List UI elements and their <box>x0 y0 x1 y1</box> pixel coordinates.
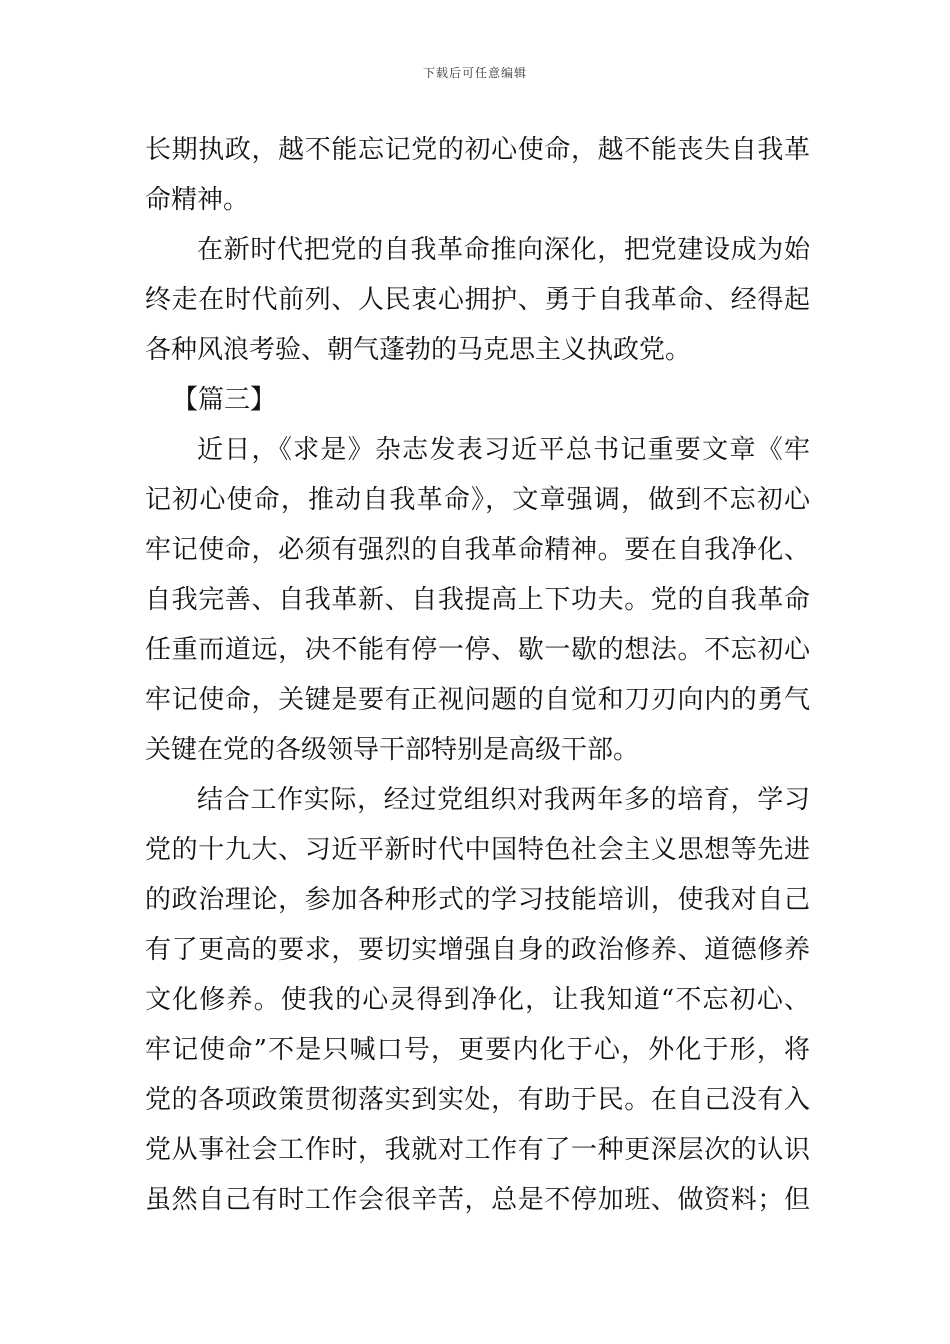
text-line: 有了更高的要求，要切实增强自身的政治修养、道德修养 <box>145 935 810 965</box>
text-line: 的政治理论，参加各种形式的学习技能培训，使我对自己 <box>145 885 810 915</box>
text-line: 命精神。 <box>145 185 250 215</box>
text-line: 牢记使命，关键是要有正视问题的自觉和刀刃向内的勇气 <box>145 685 810 715</box>
text-line: 长期执政，越不能忘记党的初心使命，越不能丧失自我革 <box>145 135 810 165</box>
section-heading: 【篇三】 <box>172 385 277 415</box>
text-line: 终走在时代前列、人民衷心拥护、勇于自我革命、经得起 <box>145 285 810 315</box>
text-line: 结合工作实际，经过党组织对我两年多的培育，学习 <box>197 785 810 815</box>
text-line: 近日，《求是》杂志发表习近平总书记重要文章《牢 <box>197 435 810 465</box>
text-line: 牢记使命”不是只喊口号，更要内化于心，外化于形，将 <box>145 1035 810 1065</box>
text-line: 各种风浪考验、朝气蓬勃的马克思主义执政党。 <box>145 335 692 365</box>
text-line: 任重而道远，决不能有停一停、歇一歇的想法。不忘初心 <box>145 635 810 665</box>
text-line: 党的各项政策贯彻落实到实处，有助于民。在自己没有入 <box>145 1085 810 1115</box>
text-line: 关键在党的各级领导干部特别是高级干部。 <box>145 735 640 765</box>
text-line: 记初心使命，推动自我革命》，文章强调，做到不忘初心 <box>145 485 810 515</box>
text-line: 牢记使命，必须有强烈的自我革命精神。要在自我净化、 <box>145 535 810 565</box>
page-header: 下载后可任意编辑 <box>422 66 527 80</box>
text-line: 在新时代把党的自我革命推向深化，把党建设成为始 <box>197 235 810 265</box>
text-line: 自我完善、自我革新、自我提高上下功夫。党的自我革命 <box>145 585 810 615</box>
text-line: 虽然自己有时工作会很辛苦，总是不停加班、做资料；但 <box>145 1185 810 1215</box>
text-line: 党从事社会工作时，我就对工作有了一种更深层次的认识 <box>145 1135 810 1165</box>
text-line: 文化修养。使我的心灵得到净化，让我知道“不忘初心、 <box>145 985 810 1015</box>
text-line: 党的十九大、习近平新时代中国特色社会主义思想等先进 <box>145 835 810 865</box>
